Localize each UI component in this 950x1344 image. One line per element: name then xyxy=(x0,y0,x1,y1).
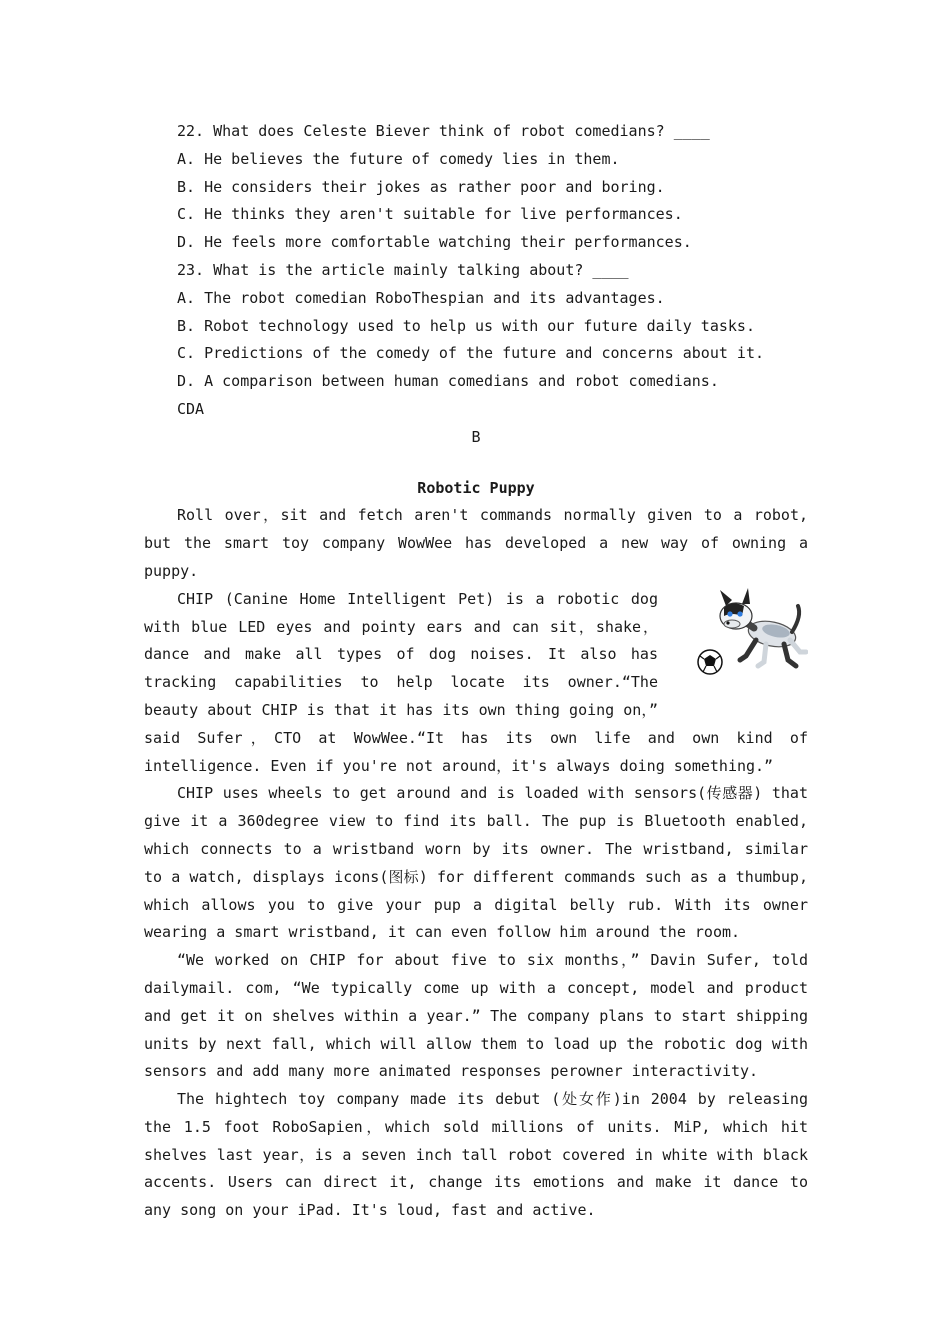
question-23-option-a: A. The robot comedian RoboThespian and its advantages. xyxy=(177,288,665,307)
question-22-option-c: C. He thinks they aren't suitable for live performances. xyxy=(177,205,683,224)
robot-dog-illustration xyxy=(668,586,808,698)
article-paragraph-2: CHIP (Canine Home Intelligent Pet) is a robotic dog with blue LED eyes and pointy ears and can sit，shake，dance and make all types of dog noises. It also has tracking capabilities to help locate its owner.“The beauty about CHIP is that it has its own thing going on，” said Sufer，CTO at WowWee.“It has its own life and own kind of intelligence. Even if you're not around，it's always doing something.” xyxy=(144,589,808,775)
robot-dog-icon xyxy=(696,586,808,682)
document-page xyxy=(144,118,808,1225)
question-22-option-a: A. He believes the future of comedy lies in them. xyxy=(177,149,620,168)
section-label: B xyxy=(471,427,481,446)
question-22-option-b: B. He considers their jokes as rather poor and boring. xyxy=(177,177,665,196)
article-paragraph-3: CHIP uses wheels to get around and is loaded with sensors(传感器) that give it a 360degree view to find its ball. The pup is Bluetooth enabled, which connects to a wristband worn by its owner. The wristband, similar to a watch, displays icons(图标) for different commands such as a thumbup, which allows you to give your pup a digital belly rub. With its owner wearing a smart wristband, it can even follow him around the room. xyxy=(144,784,808,942)
article-title: Robotic Puppy xyxy=(417,478,535,497)
article-paragraph-4: “We worked on CHIP for about five to six months，” Davin Sufer, told dailymail. com, “We typically come up with a concept, model and product and get it on shelves within a year.” The company plans to start shipping units by next fall, which will allow them to load up the robotic dog with sensors and add many more animated responses perowner interactivity. xyxy=(144,951,808,1081)
question-23-option-d: D. A comparison between human comedians and robot comedians. xyxy=(177,372,719,391)
question-22-option-d: D. He feels more comfortable watching their performances. xyxy=(177,233,692,252)
question-22-stem: 22. What does Celeste Biever think of robot comedians? ____ xyxy=(177,122,710,140)
question-23-stem: 23. What is the article mainly talking about? ____ xyxy=(177,260,629,279)
question-23-option-c: C. Predictions of the comedy of the future and concerns about it. xyxy=(177,344,764,363)
question-23-option-b: B. Robot technology used to help us with our future daily tasks. xyxy=(177,316,755,335)
answer-key: CDA xyxy=(177,399,205,418)
article-paragraph-5: The hightech toy company made its debut (处女作)in 2004 by releasing the 1.5 foot RoboSapien，which sold millions of units. MiP, which hit shelves last year，is a seven inch tall robot covered in white with black accents. Users can direct it, change its emotions and make it dance to any song on your iPad. It's loud, fast and active. xyxy=(144,1090,808,1220)
article-paragraph-1: Roll over，sit and fetch aren't commands normally given to a robot, but the smart toy company WowWee has developed a new way of owning a puppy. xyxy=(144,506,808,580)
